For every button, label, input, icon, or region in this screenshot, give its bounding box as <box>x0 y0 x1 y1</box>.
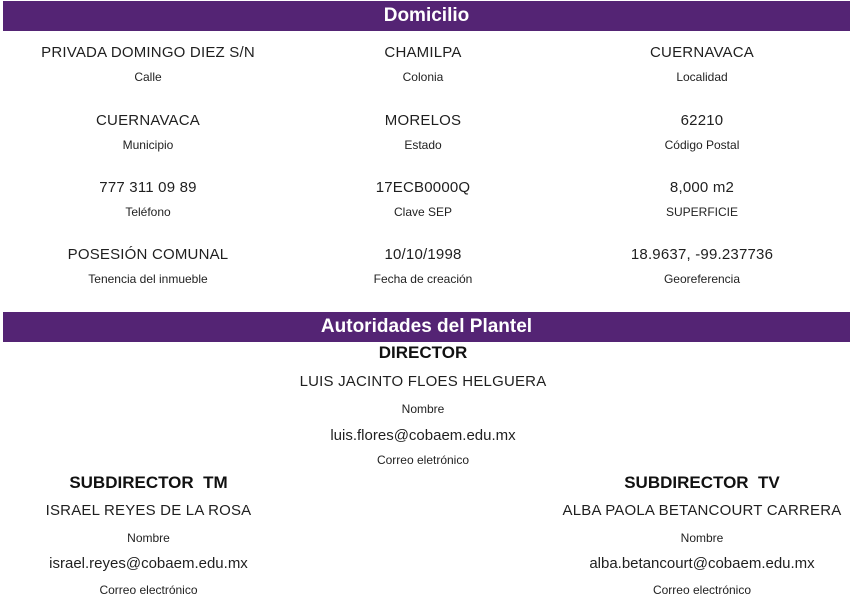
director-name: LUIS JACINTO FLOES HELGUERA <box>299 373 547 390</box>
subdirector-tm-email: israel.reyes@cobaem.edu.mx <box>49 555 248 572</box>
field-value: CHAMILPA <box>384 44 462 61</box>
field-value: CUERNAVACA <box>96 112 200 129</box>
field-value: CUERNAVACA <box>650 44 754 61</box>
field-value: 18.9637, -99.237736 <box>630 246 774 263</box>
field-label: Clave SEP <box>393 205 453 219</box>
director-title: DIRECTOR <box>378 343 468 362</box>
autoridades-title: Autoridades del Plantel <box>320 316 533 337</box>
subdirector-tm-name-label: Nombre <box>127 531 170 545</box>
field-label: Tenencia del inmueble <box>88 272 208 286</box>
autoridades-header-bar <box>3 312 850 342</box>
field-label: Teléfono <box>125 205 171 219</box>
domicilio-header-bar <box>3 1 850 31</box>
field-label: Código Postal <box>664 138 740 152</box>
director-email-label: Correo eletrónico <box>376 453 470 467</box>
director-name-label: Nombre <box>401 402 445 416</box>
director-email: luis.flores@cobaem.edu.mx <box>330 427 516 444</box>
field-value: 777 311 09 89 <box>99 179 197 196</box>
field-value: 10/10/1998 <box>384 246 462 263</box>
subdirector-tv-email: alba.betancourt@cobaem.edu.mx <box>589 555 815 572</box>
subdirector-tv-name-label: Nombre <box>680 531 724 545</box>
field-label: Calle <box>134 70 162 84</box>
field-label: Estado <box>404 138 442 152</box>
field-value: 8,000 m2 <box>669 179 735 196</box>
field-label: Colonia <box>402 70 444 84</box>
field-value: PRIVADA DOMINGO DIEZ S/N <box>41 44 255 61</box>
field-value: POSESIÓN COMUNAL <box>67 246 229 263</box>
field-value: MORELOS <box>384 112 462 129</box>
subdirector-tv-name: ALBA PAOLA BETANCOURT CARRERA <box>562 502 842 519</box>
field-value: 17ECB0000Q <box>375 179 471 196</box>
field-label: SUPERFICIE <box>665 205 738 219</box>
field-label: Municipio <box>122 138 174 152</box>
field-label: Georeferencia <box>663 272 741 286</box>
field-label: Fecha de creación <box>373 272 473 286</box>
field-value: 62210 <box>680 112 724 129</box>
subdirector-tv-title: SUBDIRECTOR TV <box>624 473 780 492</box>
subdirector-tm-email-label: Correo electrónico <box>99 583 198 597</box>
subdirector-tm-name: ISRAEL REYES DE LA ROSA <box>45 502 252 519</box>
subdirector-tm-title: SUBDIRECTOR TM <box>69 473 228 492</box>
field-label: Localidad <box>676 70 728 84</box>
subdirector-tv-email-label: Correo electrónico <box>652 583 752 597</box>
domicilio-title: Domicilio <box>383 5 470 26</box>
